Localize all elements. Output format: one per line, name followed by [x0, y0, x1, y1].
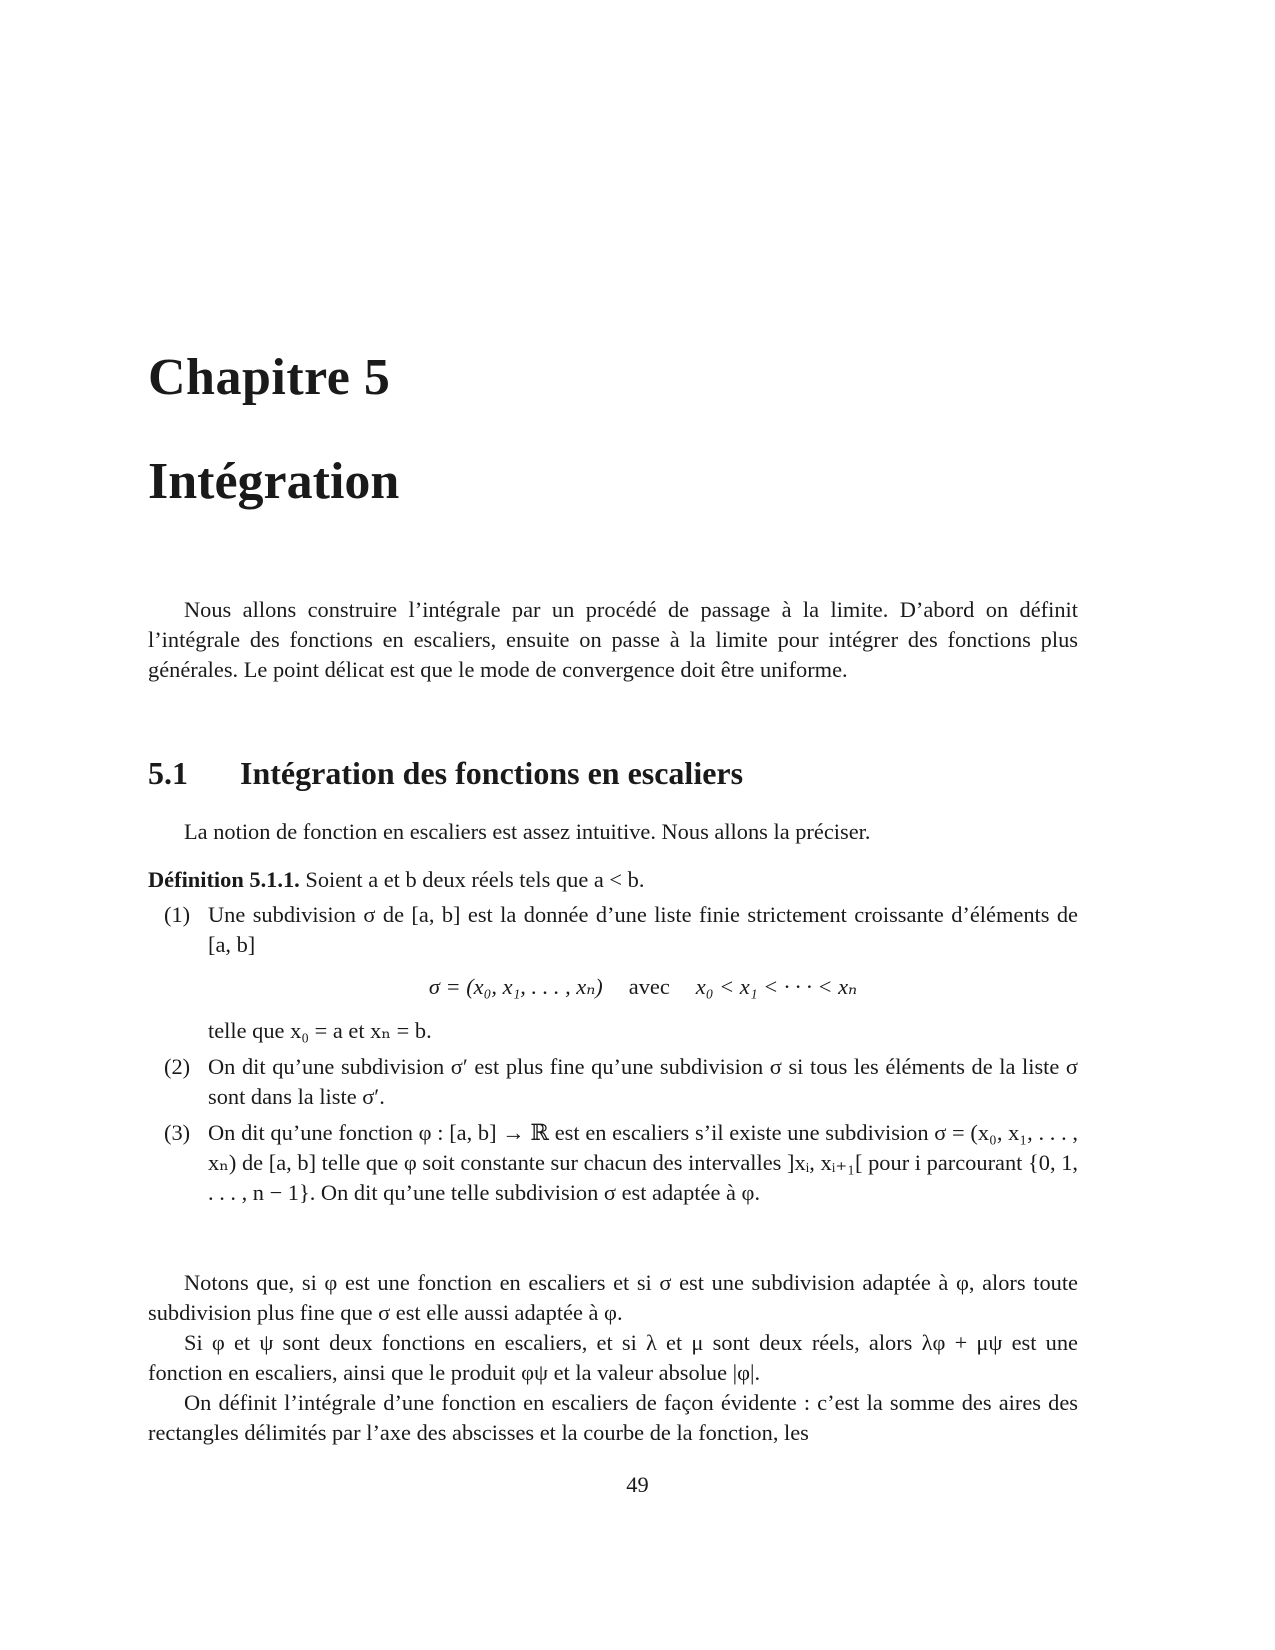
equation-order: x₀ < x₁ < · · · < xₙ	[695, 974, 858, 999]
section-heading	[148, 757, 743, 789]
definition-items	[148, 900, 1078, 1214]
item-label: (1)	[164, 902, 191, 927]
display-equation	[208, 972, 1078, 1002]
section-lead: La notion de fonction en escaliers est assez intuitive. Nous allons la préciser.	[184, 819, 871, 844]
equation-sigma: σ = (x₀, x₁, . . . , xₙ)	[428, 974, 603, 999]
item-text: Une subdivision σ de [a, b] est la donnée d’une liste finie strictement croissante d’éléments de [a, b]	[208, 902, 1078, 957]
definition-item-3	[148, 1118, 1078, 1208]
definition-statement: Soient a et b deux réels tels que a < b.	[305, 867, 645, 892]
paragraph: Notons que, si φ est une fonction en escaliers et si σ est une subdivision adaptée à φ, alors toute subdivision plus fine que σ est elle aussi adaptée à φ.	[148, 1270, 1078, 1325]
equation-avec: avec	[628, 974, 670, 999]
chapter-label: Chapitre 5	[148, 349, 391, 406]
chapter-title: Intégration	[148, 453, 400, 510]
definition-heading	[148, 865, 1078, 895]
item-text-after: telle que x₀ = a et xₙ = b.	[208, 1018, 432, 1043]
definition-item-2	[148, 1052, 1078, 1112]
following-paragraphs	[148, 1268, 1078, 1448]
item-label: (3)	[164, 1120, 191, 1145]
definition-label: Définition 5.1.1.	[148, 867, 300, 892]
page-number: 49	[626, 1472, 649, 1497]
item-label: (2)	[164, 1054, 191, 1079]
section-title: Intégration des fonctions en escaliers	[240, 755, 744, 791]
definition-item-1	[148, 900, 1078, 1046]
paragraph: Si φ et ψ sont deux fonctions en escaliers, et si λ et μ sont deux réels, alors λφ + μψ est une fonction en escaliers, ainsi que le produit φψ et la valeur absolue |φ|.	[148, 1330, 1078, 1385]
item-text: On dit qu’une subdivision σ′ est plus fine qu’une subdivision σ si tous les éléments de la liste σ sont dans la liste σ′.	[208, 1054, 1078, 1109]
section-number: 5.1	[148, 755, 188, 791]
paragraph: On définit l’intégrale d’une fonction en escaliers de façon évidente : c’est la somme des aires des rectangles délimités par l’axe des abscisses et la courbe de la fonction, les	[148, 1390, 1078, 1445]
item-text: On dit qu’une fonction φ : [a, b] → ℝ est en escaliers s’il existe une subdivision σ = (x₀, x₁, . . . , xₙ) de [a, b] telle que φ soit constante sur chacun des intervalles ]xᵢ, xᵢ₊₁[ pour i parcourant {0, 1, . . . , n − 1}. On dit qu’une telle subdivision σ est adaptée à φ.	[208, 1120, 1078, 1205]
intro-paragraph: Nous allons construire l’intégrale par un procédé de passage à la limite. D’abord on définit l’intégrale des fonctions en escaliers, ensuite on passe à la limite pour intégrer des fonctions plus générales. Le point délicat est que le mode de convergence doit être uniforme.	[148, 597, 1078, 682]
